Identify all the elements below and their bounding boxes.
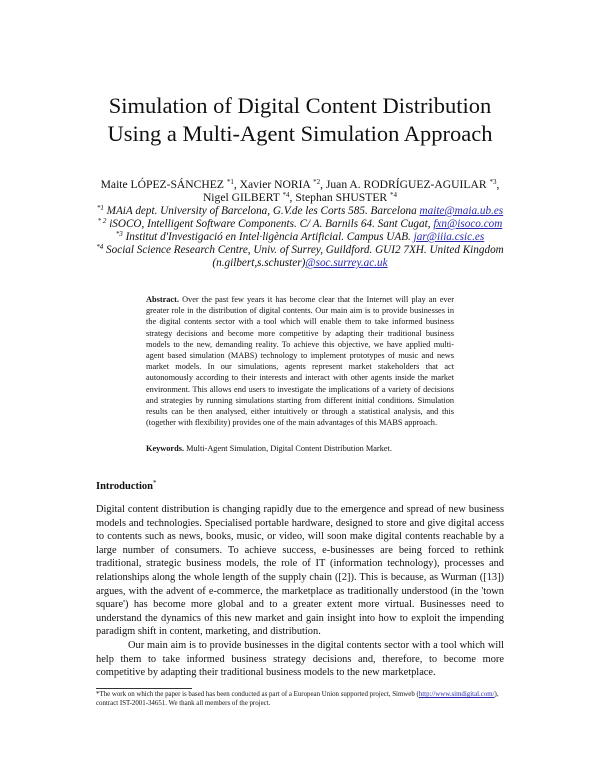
affiliation-marker: * 2 (97, 217, 107, 225)
author-marker: *3 (489, 178, 497, 186)
title-line-2: Using a Multi-Agent Simulation Approach (107, 121, 493, 146)
affiliation-marker: *3 (115, 230, 123, 238)
author-marker: *2 (313, 178, 321, 186)
affiliation-3 (0, 231, 600, 244)
author-shuster: , Stephan SHUSTER (289, 191, 388, 204)
abstract (146, 294, 454, 428)
email-link-lopez[interactable]: maite@maia.ub.es (419, 205, 504, 217)
email-link-rodriguez[interactable]: jar@iiia.csic.es (413, 231, 485, 243)
affiliation-4-names: (n.gilbert,s.schuster) (212, 257, 306, 269)
affiliation-2-text: iSOCO, Intelligent Software Components. C/ A. Barnils 64. Sant Cugat, (109, 218, 431, 230)
author-lopez: Maite LÓPEZ-SÁNCHEZ (100, 178, 224, 191)
paragraph-2: Our main aim is to provide businesses in the digital contents sector with a tool which will help them to take informed business strategy decisions and, therefore, to become more competitive by adapting their traditional business models to the new marketplace. (96, 639, 504, 679)
body-text (96, 503, 504, 680)
footnote (96, 690, 506, 708)
footnote-text-1: *The work on which the paper is based has been conducted as part of a European Union supported project, Simweb ( (96, 691, 419, 698)
section-heading (96, 481, 157, 492)
affiliation-marker: *1 (96, 204, 104, 212)
affiliation-4 (0, 244, 600, 257)
email-link-noria[interactable]: fxn@isoco.com (433, 218, 503, 230)
abstract-label: Abstract. (146, 295, 179, 304)
affiliation-4-contact (0, 257, 600, 270)
affiliations (0, 205, 600, 270)
title-line-1: Simulation of Digital Content Distribution (108, 93, 492, 118)
affiliation-2 (0, 218, 600, 231)
keywords-text: Multi-Agent Simulation, Digital Content Distribution Market. (186, 444, 392, 453)
affiliation-marker: *4 (96, 243, 104, 251)
footnote-marker: * (153, 479, 157, 487)
affiliation-1-text: MAiA dept. University of Barcelona, G.V.de les Corts 585. Barcelona (106, 205, 417, 217)
keywords (146, 443, 454, 454)
section-title: Introduction (96, 481, 153, 492)
author-marker: *4 (390, 191, 398, 199)
author-list (0, 178, 600, 204)
affiliation-3-text: Institut d'Investigació en Intel·ligència Artificial. Campus UAB. (125, 231, 411, 243)
keywords-label: Keywords. (146, 444, 185, 453)
footnote-text-2: ), contract IST-2001-34651. We thank all members of the project. (96, 691, 499, 707)
author-gilbert: Nigel GILBERT (202, 191, 280, 204)
email-link-surrey[interactable]: @soc.surrey.ac.uk (305, 257, 388, 269)
author-noria: , Xavier NORIA (233, 178, 311, 191)
footnote-rule (96, 688, 192, 689)
paragraph-1: Digital content distribution is changing rapidly due to the emergence and spread of new business models and technologies. Specialised portable hardware, designed to store and give digital access to contents such as news, books, music, or video, will soon make digital contents reachable by a large number of consumers. To achieve success, e-businesses are being forced to rethink traditional, strategic business models, the role of IT (information technology), processes and relationships along the whole length of the supply chain ([2]). This is because, as Wurman ([13]) argues, with the advent of e-commerce, the marketplace as traditionally understood (in the 'town square') has become more global and to a greater extent more virtual. Businesses need to understand the dynamics of this new market and gain insight into how to exploit the impending paradigm shift in content, marketing, and distribution. (96, 504, 504, 638)
author-line-1 (0, 178, 600, 191)
author-separator: , (496, 178, 500, 191)
author-line-2 (0, 191, 600, 204)
affiliation-4-text: Social Science Research Centre, Univ. of Surrey, Guildford. GUI2 7XH. United Kingdom (106, 244, 504, 256)
project-link[interactable]: http://www.simdigital.com/ (418, 691, 495, 698)
abstract-text: Over the past few years it has become clear that the Internet will play an ever greater role in the distribution of digital contents. Our main aim is to provide businesses in the digital contents sector with a tool which will enable them to take informed business strategy decisions and become more competitive by adapting their traditional business models to the new, demanding reality. To achieve this objective, we have applied multi-agent based simulation (MABS) technology to implement prototypes of music and news market models. In our simulations, agents represent market stakeholders that act autonomously according to their interests and interact with other agents inside the market environment. This allows end users to investigate the implications of a variety of decisions and strategies by running simulations starting from different initial conditions. Simulation results can be then analysed, either intuitively or through a statistical analysis, and this (together with flexibility) provides one of the main advantages of this MABS approach. (146, 295, 454, 428)
paper-title (0, 92, 600, 148)
affiliation-1 (0, 205, 600, 218)
author-rodriguez: , Juan A. RODRÍGUEZ-AGUILAR (320, 178, 487, 191)
author-marker: *1 (226, 178, 234, 186)
author-marker: *4 (282, 191, 290, 199)
